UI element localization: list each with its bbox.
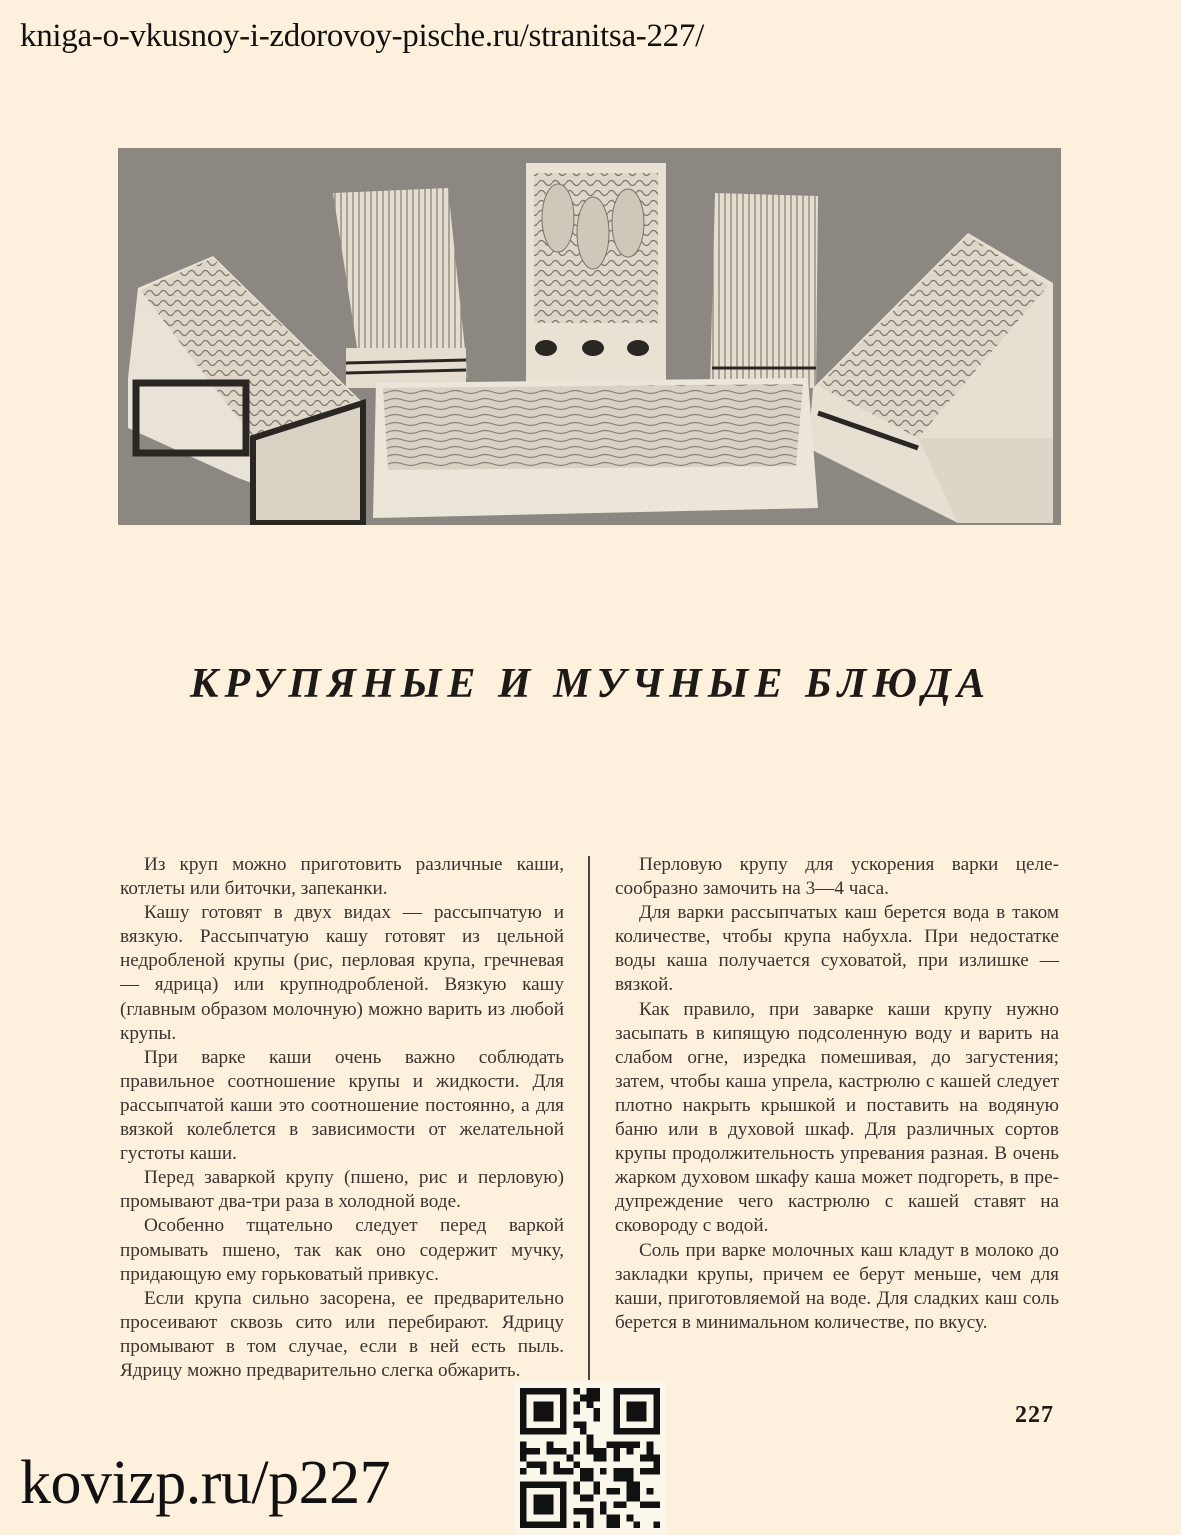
- text-column-right: [615, 853, 1059, 1335]
- qr-code-icon: [520, 1388, 660, 1528]
- paragraph: Соль при варке молочных каш кладут в молоко до закладки крупы, причем ее берут меньше, чем для каши, приготовляемой на воде. Для сладких каш соль берется в минимальном количестве, по вкусу.: [615, 1239, 1059, 1333]
- qr-code[interactable]: [514, 1382, 666, 1534]
- illustration-photo: [118, 148, 1061, 525]
- source-url[interactable]: kniga-o-vkusnoy-i-zdorovoy-pische.ru/stranitsa-227/: [20, 18, 704, 54]
- paragraph: Из круп можно приготовить различные каши, котлеты или биточки, запеканки.: [120, 854, 564, 900]
- paragraph: Если крупа сильно засорена, ее предварительно просеивают сквозь сито или перебирают. Ядрицу промывают в том случае, если в ней есть пыль. Ядрицу можно предварительно слегка обжарить.: [120, 1287, 564, 1381]
- paragraph: При варке каши очень важно соблюдать правильное соотношение крупы и жидкости. Для рассыпчатой каши это соотношение постоянно, а для вязкой колеблется в зависимости от желательной густоты каши.: [120, 1046, 564, 1165]
- text-column-left: [120, 853, 564, 1383]
- paragraph: Перед заваркой крупу (пшено, рис и перловую) промывают два-три раза в холодной воде.: [120, 1167, 564, 1213]
- paragraph: Кашу готовят в двух видах — рассыпчатую и вязкую. Рассыпчатую кашу готовят из цельной недробленой крупы (рис, перловая крупа, гречневая — ядрица) или крупнодробленой. Вязкую кашу (главным образом молочную) можно варить из любой крупы.: [120, 902, 564, 1044]
- pasta-boxes-image: [118, 148, 1061, 525]
- paragraph: Перловую крупу для ускорения варки целесообразно замочить на 3—4 часа.: [615, 854, 1059, 900]
- paragraph: Для варки рассыпчатых каш берется вода в таком количестве, чтобы крупа набухла. При недостатке воды каша получается суховатой, при излишке — вязкой.: [615, 902, 1059, 996]
- paragraph: Особенно тщательно следует перед варкой промывать пшено, так как оно содержит мучку, придающую ему горьковатый привкус.: [120, 1215, 564, 1285]
- page-number: 227: [1015, 1402, 1054, 1428]
- short-link[interactable]: kovizp.ru/p227: [20, 1449, 391, 1517]
- chapter-title: КРУПЯНЫЕ И МУЧНЫЕ БЛЮДА: [190, 661, 991, 707]
- paragraph: Как правило, при заварке каши крупу нужно засыпать в кипящую подсоленную воду и варить на слабом огне, изредка помешивая, до загустения; затем, чтобы каша упрела, кастрюлю с кашей следует плотно накрыть крышкой и поставить на водяную баню или в духовой шкаф. Для различных сортов крупы продолжительность упревания разная. В очень жарком духовом шкафу каша может подгореть, в предупреждение чего кастрюлю с кашей ставят на сковороду с водой.: [615, 998, 1059, 1237]
- column-divider: [588, 856, 590, 1380]
